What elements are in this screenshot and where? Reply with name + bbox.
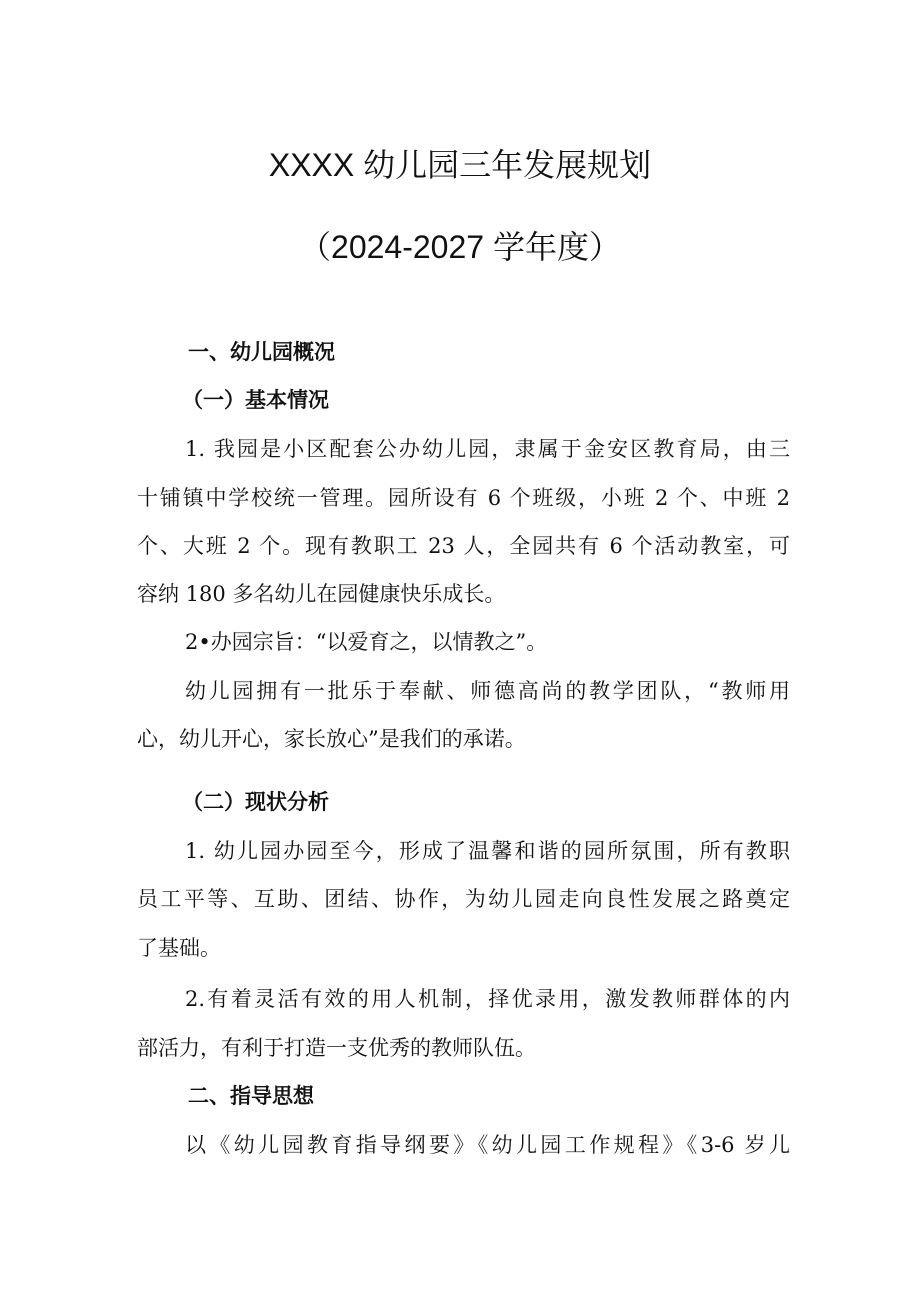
paragraph-line: 容纳 180 多名幼儿在园健康快乐成长。 (137, 582, 506, 606)
paragraph-line: 2.有着灵活有效的用人机制，择优录用，激发教师群体的内 (185, 987, 790, 1011)
paragraph-line: 个、大班 2 个。现有教职工 23 人，全园共有 6 个活动教室，可 (137, 534, 790, 558)
paragraph-line: 2•办园宗旨：“以爱育之，以情教之”。 (185, 630, 548, 654)
paragraph-line: 了基础。 (137, 936, 221, 960)
paragraph-line: 幼儿园拥有一批乐于奉献、师德高尚的教学团队，“教师用 (185, 679, 790, 703)
paragraph-line: 部活力，有利于打造一支优秀的教师队伍。 (137, 1036, 536, 1060)
document-subtitle: （2024-2027 学年度） (299, 229, 621, 265)
document-title: XXXX 幼儿园三年发展规划 (268, 147, 652, 183)
section-heading-overview: 一、幼儿园概况 (188, 340, 335, 364)
subsection-heading-status-analysis: （二）现状分析 (182, 790, 329, 814)
subsection-heading-basic-info: （一）基本情况 (182, 388, 329, 412)
paragraph-line: 心，幼儿开心，家长放心”是我们的承诺。 (137, 727, 526, 751)
section-heading-guiding-ideology: 二、指导思想 (188, 1084, 314, 1108)
paragraph-line: 员工平等、互助、团结、协作，为幼儿园走向良性发展之路奠定 (137, 887, 790, 911)
paragraph-line: 以《幼儿园教育指导纲要》《幼儿园工作规程》《3-6 岁儿 (185, 1133, 790, 1157)
paragraph-line: 1. 我园是小区配套公办幼儿园，隶属于金安区教育局，由三 (185, 437, 790, 461)
paragraph-line: 十铺镇中学校统一管理。园所设有 6 个班级，小班 2 个、中班 2 (137, 486, 790, 510)
paragraph-line: 1. 幼儿园办园至今，形成了温馨和谐的园所氛围，所有教职 (185, 839, 790, 863)
